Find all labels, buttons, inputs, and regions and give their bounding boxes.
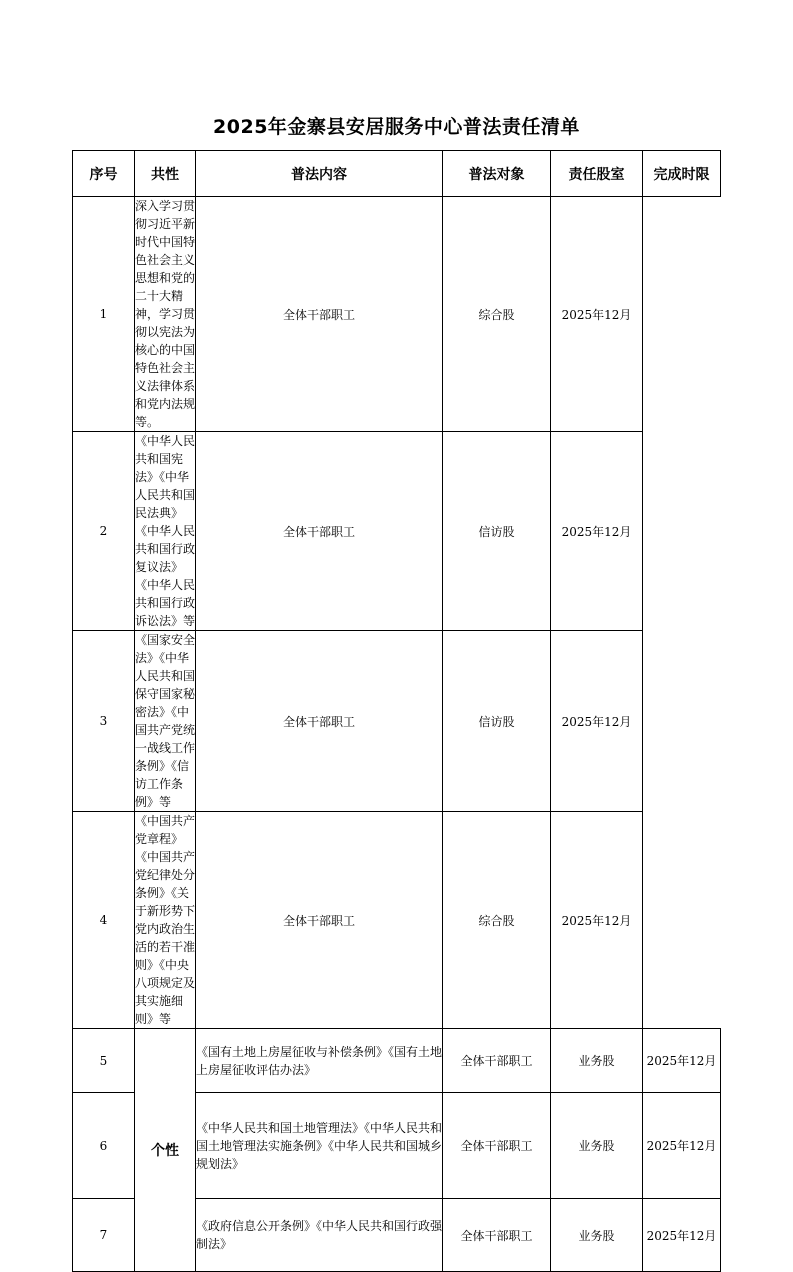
table-row (73, 432, 721, 631)
row-deadline: 2025年12月 (643, 1093, 721, 1199)
row-target: 全体干部职工 (196, 432, 443, 631)
row-department: 业务股 (551, 1093, 643, 1199)
row-target: 全体干部职工 (196, 631, 443, 812)
row-content: 《中国共产党章程》《中国共产党纪律处分条例》《关于新形势下党内政治生活的若干准则》《中央八项规定及其实施细则》等 (135, 812, 196, 1029)
row-index: 6 (73, 1093, 135, 1199)
row-deadline: 2025年12月 (643, 1199, 721, 1272)
row-deadline: 2025年12月 (643, 1029, 721, 1093)
header-content: 普法内容 (196, 151, 443, 197)
table-row (73, 631, 721, 812)
row-target: 全体干部职工 (443, 1029, 551, 1093)
table-row (73, 812, 721, 1029)
row-index: 2 (73, 432, 135, 631)
row-content: 《国有土地上房屋征收与补偿条例》《国有土地上房屋征收评估办法》 (196, 1029, 443, 1093)
row-target: 全体干部职工 (196, 197, 443, 432)
row-content: 深入学习贯彻习近平新时代中国特色社会主义思想和党的二十大精神，学习贯彻以宪法为核心的中国特色社会主义法律体系和党内法规等。 (135, 197, 196, 432)
header-category (135, 151, 196, 197)
row-department: 综合股 (443, 812, 551, 1029)
header-target: 普法对象 (443, 151, 551, 197)
header-index: 序号 (73, 151, 135, 197)
row-target: 全体干部职工 (196, 812, 443, 1029)
category-individual: 个性 (135, 1029, 196, 1272)
table-row (73, 1029, 721, 1093)
header-department: 责任股室 (551, 151, 643, 197)
row-content: 《政府信息公开条例》《中华人民共和国行政强制法》 (196, 1199, 443, 1272)
row-department: 信访股 (443, 631, 551, 812)
row-department: 信访股 (443, 432, 551, 631)
row-content: 《中华人民共和国宪法》《中华人民共和国民法典》《中华人民共和国行政复议法》《中华人民共和国行政诉讼法》等 (135, 432, 196, 631)
row-deadline: 2025年12月 (551, 197, 643, 432)
row-deadline: 2025年12月 (551, 812, 643, 1029)
header-deadline: 完成时限 (643, 151, 721, 197)
row-department: 业务股 (551, 1029, 643, 1093)
category-common: 共性 (151, 166, 179, 183)
row-index: 5 (73, 1029, 135, 1093)
row-index: 3 (73, 631, 135, 812)
page-title: 2025年金寨县安居服务中心普法责任清单 (213, 116, 580, 138)
row-department: 业务股 (551, 1199, 643, 1272)
table-header-row (73, 151, 721, 197)
row-index: 4 (73, 812, 135, 1029)
table-row (73, 197, 721, 432)
row-department: 综合股 (443, 197, 551, 432)
row-content: 《中华人民共和国土地管理法》《中华人民共和国土地管理法实施条例》《中华人民共和国城乡规划法》 (196, 1093, 443, 1199)
row-index: 7 (73, 1199, 135, 1272)
row-content: 《国家安全法》《中华人民共和国保守国家秘密法》《中国共产党统一战线工作条例》《信访工作条例》等 (135, 631, 196, 812)
responsibility-table (72, 150, 721, 1272)
row-deadline: 2025年12月 (551, 631, 643, 812)
row-deadline: 2025年12月 (551, 432, 643, 631)
row-target: 全体干部职工 (443, 1199, 551, 1272)
row-index: 1 (73, 197, 135, 432)
row-target: 全体干部职工 (443, 1093, 551, 1199)
